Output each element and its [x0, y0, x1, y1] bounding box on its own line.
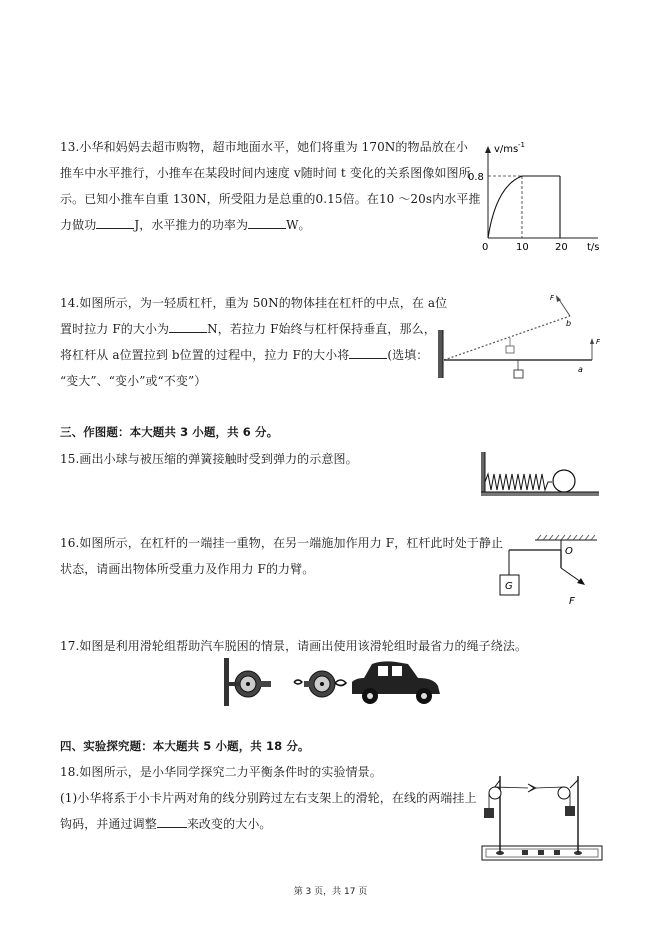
velocity-curve	[488, 176, 522, 238]
q14-text-a: 置时拉力 F的大小为	[60, 322, 170, 336]
q14-line-2	[60, 320, 436, 337]
lever-weight-figure	[495, 532, 605, 610]
q16-line-1: 16.如图所示，在杠杆的一端挂一重物，在另一端施加作用力 F，杠杆此时处于静止	[60, 536, 504, 550]
q13-text-c: W。	[286, 218, 311, 232]
answer-blank[interactable]	[157, 817, 187, 828]
q13-line-3: 示。已知小推车自重 130N，所受阻力是总重的0.15倍。在10 ～20s内水平推	[60, 192, 481, 206]
fig-label-F: F	[569, 596, 575, 607]
q18-text-a: 钩码，并通过调整	[60, 817, 157, 831]
graph-xlabel: t/s	[587, 242, 600, 253]
q13-text-b: J，水平推力的功率为	[134, 218, 249, 232]
q14-line-3	[60, 346, 428, 363]
compressed-spring	[485, 474, 552, 490]
page-footer: 第 3 页，共 17 页	[293, 887, 368, 897]
velocity-time-graph	[470, 138, 610, 253]
q16-line-2: 状态，请画出物体所受重力及作用力 F的力臂。	[60, 562, 315, 576]
q13-line-1: 13.小华和妈妈去超市购物，超市地面水平，她们将重为 170N的物品放在小	[60, 140, 469, 154]
pulley-car-figure	[212, 656, 444, 708]
q14-line-1: 14.如图所示，为一轻质杠杆，重为 50N的物体挂在杠杆的中点，在 a位	[60, 296, 448, 310]
q18-line-2: (1)小华将系于小卡片两对角的线分别跨过左右支架上的滑轮，在线的两端挂上	[60, 791, 477, 805]
lever-figure	[430, 290, 610, 385]
q17-line-1: 17.如图是利用滑轮组帮助汽车脱困的情景，请画出使用该滑轮组时最省力的绳子绕法。	[60, 639, 528, 653]
graph-xtick-20: 20	[555, 242, 568, 253]
q18-line-1: 18.如图所示，是小华同学探究二力平衡条件时的实验情景。	[60, 765, 382, 779]
q14-line-4: “变大”、“变小”或“不变”）	[60, 374, 207, 388]
fig-label-b: b	[566, 319, 572, 328]
q18-text-b: 来改变的大小。	[186, 817, 272, 831]
graph-ytick: 0.8	[468, 172, 484, 183]
graph-ylabel: v/ms	[494, 144, 519, 155]
fig-label-a: a	[578, 365, 583, 374]
answer-blank[interactable]	[349, 348, 387, 359]
graph-origin: 0	[482, 242, 489, 253]
q14-text-c: 将杠杆从 a位置拉到 b位置的过程中，拉力 F的大小将	[60, 348, 350, 362]
answer-blank[interactable]	[248, 218, 286, 229]
q13-text-a: 力做功	[60, 218, 97, 232]
balance-apparatus-figure	[478, 768, 608, 866]
q14-text-b: N，若拉力 F始终与杠杆保持垂直，那么，	[207, 322, 436, 336]
answer-blank[interactable]	[96, 218, 134, 229]
q15-line-1: 15.画出小球与被压缩的弹簧接触时受到弹力的示意图。	[60, 452, 358, 466]
q14-text-d: (选填：	[387, 348, 429, 362]
graph-xtick-10: 10	[516, 242, 529, 253]
spring-ball-figure	[476, 450, 601, 500]
q18-line-3	[60, 815, 272, 832]
fig-label-G: G	[505, 581, 513, 592]
fig-label-F-right: F	[596, 338, 601, 346]
fig-label-F-top: F	[550, 294, 555, 302]
q13-line-4	[60, 216, 311, 233]
graph-ylabel-sup: -1	[518, 141, 525, 149]
q13-line-2: 推车中水平推行，小推车在某段时间内速度 v随时间 t 变化的关系图像如图所	[60, 166, 471, 180]
section-4-title: 四、实验探究题：本大题共 5 小题，共 18 分。	[60, 739, 310, 753]
fig-label-O: O	[565, 546, 573, 557]
answer-blank[interactable]	[169, 322, 207, 333]
section-3-title: 三、作图题：本大题共 3 小题，共 6 分。	[60, 425, 279, 439]
ball	[553, 470, 575, 492]
